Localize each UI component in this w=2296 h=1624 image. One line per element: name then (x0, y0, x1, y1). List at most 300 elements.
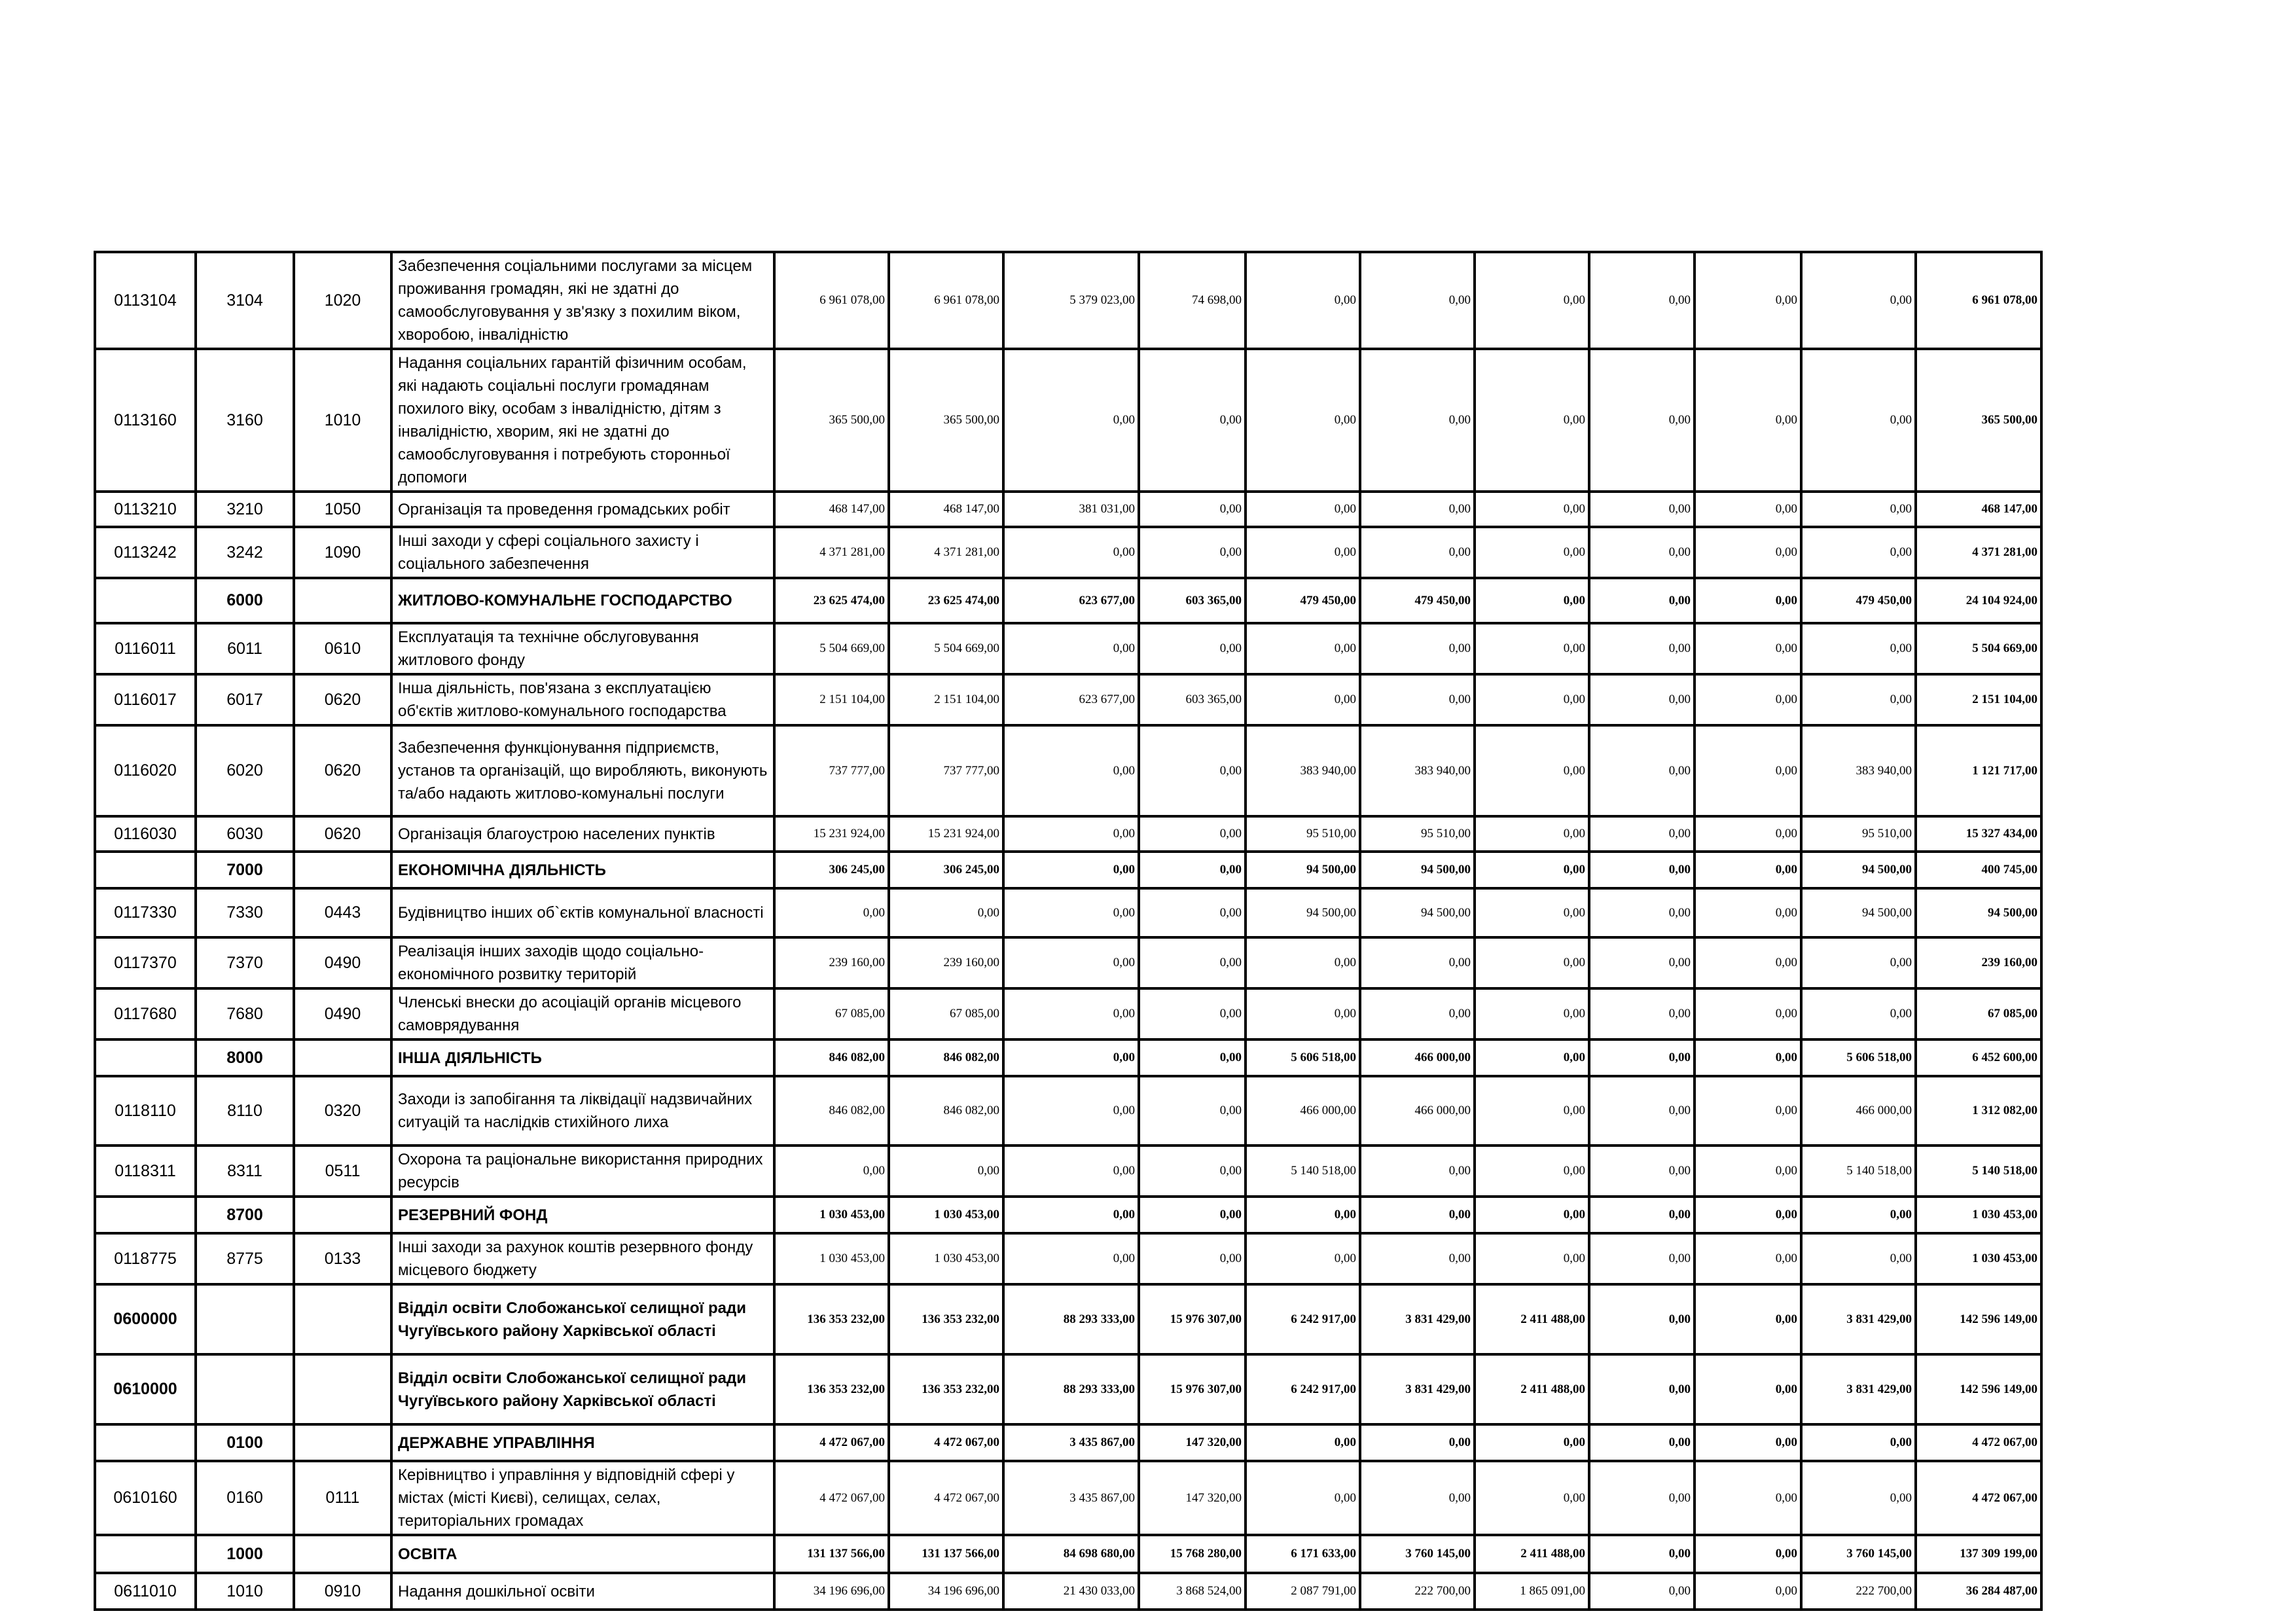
kfkvk-cell: 0620 (294, 674, 391, 725)
kpk-cell: 0117370 (95, 937, 196, 988)
amount-cell: 2 411 488,00 (1475, 1354, 1589, 1424)
table-row (95, 988, 2041, 1039)
program-name-cell: ЕКОНОМІЧНА ДІЯЛЬНІСТЬ (391, 852, 774, 888)
amount-cell: 0,00 (1801, 1197, 1916, 1233)
amount-cell: 5 379 023,00 (1003, 252, 1139, 349)
kpk-cell: 0118311 (95, 1146, 196, 1197)
amount-cell: 603 365,00 (1139, 578, 1246, 623)
amount-cell: 0,00 (1475, 1076, 1589, 1146)
amount-cell: 365 500,00 (889, 349, 1003, 492)
kpk-cell: 0116017 (95, 674, 196, 725)
table-row (95, 1573, 2041, 1610)
amount-cell: 15 231 924,00 (889, 816, 1003, 852)
amount-cell: 0,00 (1589, 937, 1695, 988)
amount-cell: 623 677,00 (1003, 674, 1139, 725)
total-amount-cell: 4 472 067,00 (1916, 1461, 2041, 1535)
amount-cell: 0,00 (1003, 1076, 1139, 1146)
amount-cell: 0,00 (1475, 988, 1589, 1039)
budget-table (94, 251, 2043, 1611)
amount-cell: 6 961 078,00 (889, 252, 1003, 349)
kfkvk-cell: 0620 (294, 816, 391, 852)
amount-cell: 0,00 (1589, 1535, 1695, 1573)
amount-cell: 0,00 (1003, 1146, 1139, 1197)
amount-cell: 0,00 (1589, 623, 1695, 674)
kfkvk-cell (294, 1354, 391, 1424)
amount-cell: 2 411 488,00 (1475, 1535, 1589, 1573)
amount-cell: 4 472 067,00 (774, 1461, 889, 1535)
amount-cell: 0,00 (1360, 527, 1475, 578)
table-row (95, 578, 2041, 623)
total-amount-cell: 36 284 487,00 (1916, 1573, 2041, 1610)
amount-cell: 94 500,00 (1360, 852, 1475, 888)
amount-cell: 0,00 (1003, 816, 1139, 852)
total-amount-cell: 142 596 149,00 (1916, 1354, 2041, 1424)
kfkvk-cell (294, 1039, 391, 1076)
amount-cell: 0,00 (1246, 937, 1360, 988)
amount-cell: 306 245,00 (774, 852, 889, 888)
tpkvk-cell: 1000 (196, 1535, 294, 1573)
program-name-cell: Організація благоустрою населених пунктів (391, 816, 774, 852)
total-amount-cell: 400 745,00 (1916, 852, 2041, 888)
total-amount-cell: 1 030 453,00 (1916, 1197, 2041, 1233)
amount-cell: 0,00 (1360, 1197, 1475, 1233)
amount-cell: 0,00 (1475, 1039, 1589, 1076)
amount-cell: 5 140 518,00 (1246, 1146, 1360, 1197)
total-amount-cell: 365 500,00 (1916, 349, 2041, 492)
table-row (95, 725, 2041, 816)
amount-cell: 466 000,00 (1246, 1076, 1360, 1146)
tpkvk-cell: 8110 (196, 1076, 294, 1146)
amount-cell: 23 625 474,00 (889, 578, 1003, 623)
table-row (95, 852, 2041, 888)
kfkvk-cell (294, 578, 391, 623)
tpkvk-cell: 3210 (196, 492, 294, 527)
amount-cell: 846 082,00 (889, 1039, 1003, 1076)
kfkvk-cell: 1020 (294, 252, 391, 349)
kpk-cell: 0118775 (95, 1233, 196, 1284)
amount-cell: 0,00 (1246, 252, 1360, 349)
amount-cell: 0,00 (1360, 492, 1475, 527)
amount-cell: 0,00 (1695, 1076, 1801, 1146)
program-name-cell: ДЕРЖАВНЕ УПРАВЛІННЯ (391, 1424, 774, 1461)
total-amount-cell: 6 961 078,00 (1916, 252, 2041, 349)
amount-cell: 0,00 (1589, 492, 1695, 527)
table-row (95, 674, 2041, 725)
amount-cell: 0,00 (1589, 1039, 1695, 1076)
amount-cell: 222 700,00 (1360, 1573, 1475, 1610)
kpk-cell (95, 852, 196, 888)
table-row (95, 1424, 2041, 1461)
amount-cell: 0,00 (1695, 1424, 1801, 1461)
amount-cell: 6 242 917,00 (1246, 1284, 1360, 1354)
amount-cell: 0,00 (1589, 1573, 1695, 1610)
amount-cell: 0,00 (1475, 1233, 1589, 1284)
total-amount-cell: 2 151 104,00 (1916, 674, 2041, 725)
total-amount-cell: 5 140 518,00 (1916, 1146, 2041, 1197)
total-amount-cell: 6 452 600,00 (1916, 1039, 2041, 1076)
amount-cell: 0,00 (1475, 492, 1589, 527)
amount-cell: 0,00 (1246, 349, 1360, 492)
amount-cell: 131 137 566,00 (774, 1535, 889, 1573)
amount-cell: 88 293 333,00 (1003, 1354, 1139, 1424)
total-amount-cell: 4 472 067,00 (1916, 1424, 2041, 1461)
kpk-cell (95, 1424, 196, 1461)
amount-cell: 34 196 696,00 (889, 1573, 1003, 1610)
amount-cell: 0,00 (1003, 937, 1139, 988)
tpkvk-cell: 0160 (196, 1461, 294, 1535)
amount-cell: 0,00 (1139, 888, 1246, 937)
total-amount-cell: 1 030 453,00 (1916, 1233, 2041, 1284)
amount-cell: 0,00 (1003, 988, 1139, 1039)
amount-cell: 136 353 232,00 (774, 1284, 889, 1354)
amount-cell: 0,00 (774, 1146, 889, 1197)
amount-cell: 0,00 (1589, 1197, 1695, 1233)
amount-cell: 5 606 518,00 (1246, 1039, 1360, 1076)
amount-cell: 0,00 (1695, 674, 1801, 725)
amount-cell: 0,00 (1589, 1284, 1695, 1354)
amount-cell: 0,00 (1139, 725, 1246, 816)
total-amount-cell: 239 160,00 (1916, 937, 2041, 988)
tpkvk-cell: 7330 (196, 888, 294, 937)
tpkvk-cell: 1010 (196, 1573, 294, 1610)
program-name-cell: Реалізація інших заходів щодо соціально-економічного розвитку територій (391, 937, 774, 988)
table-row (95, 492, 2041, 527)
amount-cell: 2 411 488,00 (1475, 1284, 1589, 1354)
amount-cell: 466 000,00 (1801, 1076, 1916, 1146)
amount-cell: 0,00 (1695, 252, 1801, 349)
amount-cell: 603 365,00 (1139, 674, 1246, 725)
amount-cell: 4 472 067,00 (889, 1424, 1003, 1461)
amount-cell: 0,00 (1695, 816, 1801, 852)
amount-cell: 0,00 (1475, 1146, 1589, 1197)
amount-cell: 0,00 (1139, 527, 1246, 578)
amount-cell: 0,00 (1139, 623, 1246, 674)
table-row (95, 1535, 2041, 1573)
amount-cell: 136 353 232,00 (889, 1354, 1003, 1424)
amount-cell: 0,00 (1475, 623, 1589, 674)
table-row (95, 816, 2041, 852)
kpk-cell: 0113210 (95, 492, 196, 527)
tpkvk-cell: 7000 (196, 852, 294, 888)
amount-cell: 479 450,00 (1360, 578, 1475, 623)
amount-cell: 23 625 474,00 (774, 578, 889, 623)
amount-cell: 239 160,00 (774, 937, 889, 988)
kfkvk-cell (294, 1535, 391, 1573)
amount-cell: 0,00 (1003, 1039, 1139, 1076)
amount-cell: 67 085,00 (774, 988, 889, 1039)
amount-cell: 0,00 (1360, 252, 1475, 349)
kpk-cell (95, 1535, 196, 1573)
amount-cell: 0,00 (1801, 988, 1916, 1039)
amount-cell: 0,00 (1589, 816, 1695, 852)
total-amount-cell: 1 312 082,00 (1916, 1076, 2041, 1146)
amount-cell: 0,00 (1695, 852, 1801, 888)
kpk-cell: 0116030 (95, 816, 196, 852)
tpkvk-cell (196, 1354, 294, 1424)
amount-cell: 1 030 453,00 (889, 1233, 1003, 1284)
kfkvk-cell: 0133 (294, 1233, 391, 1284)
amount-cell: 383 940,00 (1246, 725, 1360, 816)
program-name-cell: ОСВІТА (391, 1535, 774, 1573)
program-name-cell: РЕЗЕРВНИЙ ФОНД (391, 1197, 774, 1233)
amount-cell: 67 085,00 (889, 988, 1003, 1039)
kpk-cell: 0116020 (95, 725, 196, 816)
amount-cell: 1 030 453,00 (774, 1233, 889, 1284)
program-name-cell: Охорона та раціональне використання природних ресурсів (391, 1146, 774, 1197)
program-name-cell: Інші заходи у сфері соціального захисту і соціального забезпечення (391, 527, 774, 578)
amount-cell: 0,00 (1801, 492, 1916, 527)
amount-cell: 95 510,00 (1801, 816, 1916, 852)
kfkvk-cell: 0910 (294, 1573, 391, 1610)
amount-cell: 0,00 (1589, 1233, 1695, 1284)
amount-cell: 0,00 (1695, 1461, 1801, 1535)
amount-cell: 84 698 680,00 (1003, 1535, 1139, 1573)
table-row (95, 1354, 2041, 1424)
amount-cell: 0,00 (1589, 349, 1695, 492)
amount-cell: 15 768 280,00 (1139, 1535, 1246, 1573)
amount-cell: 0,00 (889, 1146, 1003, 1197)
amount-cell: 95 510,00 (1246, 816, 1360, 852)
tpkvk-cell: 7680 (196, 988, 294, 1039)
amount-cell: 1 030 453,00 (774, 1197, 889, 1233)
amount-cell: 3 760 145,00 (1801, 1535, 1916, 1573)
amount-cell: 0,00 (1475, 937, 1589, 988)
program-name-cell: Інші заходи за рахунок коштів резервного фонду місцевого бюджету (391, 1233, 774, 1284)
kpk-cell: 0117330 (95, 888, 196, 937)
amount-cell: 0,00 (1801, 252, 1916, 349)
amount-cell: 0,00 (1139, 1197, 1246, 1233)
program-name-cell: ІНША ДІЯЛЬНІСТЬ (391, 1039, 774, 1076)
table-row (95, 252, 2041, 349)
kfkvk-cell: 0111 (294, 1461, 391, 1535)
amount-cell: 94 500,00 (1246, 852, 1360, 888)
kpk-cell: 0113242 (95, 527, 196, 578)
amount-cell: 0,00 (1003, 852, 1139, 888)
amount-cell: 94 500,00 (1360, 888, 1475, 937)
kpk-cell (95, 1197, 196, 1233)
program-name-cell: Забезпечення функціонування підприємств, установ та організацій, що виробляють, виконують та/або надають житлово-комунальні послуги (391, 725, 774, 816)
amount-cell: 737 777,00 (774, 725, 889, 816)
amount-cell: 0,00 (1695, 888, 1801, 937)
amount-cell: 0,00 (1475, 888, 1589, 937)
table-row (95, 1461, 2041, 1535)
amount-cell: 623 677,00 (1003, 578, 1139, 623)
total-amount-cell: 5 504 669,00 (1916, 623, 2041, 674)
amount-cell: 0,00 (1139, 349, 1246, 492)
total-amount-cell: 24 104 924,00 (1916, 578, 2041, 623)
tpkvk-cell: 6011 (196, 623, 294, 674)
amount-cell: 0,00 (1360, 623, 1475, 674)
amount-cell: 846 082,00 (774, 1039, 889, 1076)
program-name-cell: ЖИТЛОВО-КОМУНАЛЬНЕ ГОСПОДАРСТВО (391, 578, 774, 623)
amount-cell: 0,00 (1139, 1076, 1246, 1146)
amount-cell: 0,00 (1589, 527, 1695, 578)
amount-cell: 0,00 (1246, 674, 1360, 725)
amount-cell: 0,00 (1589, 578, 1695, 623)
amount-cell: 5 504 669,00 (889, 623, 1003, 674)
tpkvk-cell: 3160 (196, 349, 294, 492)
amount-cell: 737 777,00 (889, 725, 1003, 816)
amount-cell: 15 231 924,00 (774, 816, 889, 852)
amount-cell: 0,00 (1801, 349, 1916, 492)
amount-cell: 94 500,00 (1246, 888, 1360, 937)
kfkvk-cell: 1050 (294, 492, 391, 527)
amount-cell: 0,00 (1246, 1461, 1360, 1535)
kfkvk-cell: 0490 (294, 988, 391, 1039)
table-row (95, 888, 2041, 937)
amount-cell: 0,00 (1695, 623, 1801, 674)
amount-cell: 95 510,00 (1360, 816, 1475, 852)
total-amount-cell: 67 085,00 (1916, 988, 2041, 1039)
amount-cell: 0,00 (1589, 1146, 1695, 1197)
amount-cell: 0,00 (1695, 937, 1801, 988)
program-name-cell: Відділ освіти Слобожанської селищної ради Чугуївського району Харківської області (391, 1284, 774, 1354)
tpkvk-cell: 8775 (196, 1233, 294, 1284)
amount-cell: 0,00 (1360, 1424, 1475, 1461)
amount-cell: 381 031,00 (1003, 492, 1139, 527)
amount-cell: 0,00 (1589, 252, 1695, 349)
amount-cell: 21 430 033,00 (1003, 1573, 1139, 1610)
amount-cell: 136 353 232,00 (774, 1354, 889, 1424)
kfkvk-cell (294, 1424, 391, 1461)
kfkvk-cell: 0490 (294, 937, 391, 988)
amount-cell: 468 147,00 (889, 492, 1003, 527)
amount-cell: 466 000,00 (1360, 1076, 1475, 1146)
kpk-cell: 0117680 (95, 988, 196, 1039)
program-name-cell: Керівництво і управління у відповідній сфері у містах (місті Києві), селищах, селах, територіальних громадах (391, 1461, 774, 1535)
amount-cell: 0,00 (1589, 988, 1695, 1039)
amount-cell: 0,00 (1695, 578, 1801, 623)
amount-cell: 131 137 566,00 (889, 1535, 1003, 1573)
table-row (95, 937, 2041, 988)
table-row (95, 1076, 2041, 1146)
amount-cell: 0,00 (1246, 1233, 1360, 1284)
tpkvk-cell: 8000 (196, 1039, 294, 1076)
amount-cell: 6 242 917,00 (1246, 1354, 1360, 1424)
program-name-cell: Надання соціальних гарантій фізичним особам, які надають соціальні послуги громадянам похилого віку, особам з інвалідністю, дітям з інвалідністю, хворим, які не здатні до самообслуговування і потребують сторонньої допомоги (391, 349, 774, 492)
kpk-cell (95, 578, 196, 623)
amount-cell: 0,00 (1475, 252, 1589, 349)
amount-cell: 0,00 (1003, 623, 1139, 674)
amount-cell: 5 504 669,00 (774, 623, 889, 674)
kfkvk-cell: 0511 (294, 1146, 391, 1197)
kfkvk-cell (294, 1284, 391, 1354)
amount-cell: 0,00 (1475, 852, 1589, 888)
amount-cell: 0,00 (1695, 349, 1801, 492)
total-amount-cell: 468 147,00 (1916, 492, 2041, 527)
amount-cell: 0,00 (1695, 1197, 1801, 1233)
amount-cell: 0,00 (1003, 1233, 1139, 1284)
amount-cell: 0,00 (1360, 1146, 1475, 1197)
tpkvk-cell: 3242 (196, 527, 294, 578)
amount-cell: 0,00 (1360, 1461, 1475, 1535)
amount-cell: 0,00 (1695, 1284, 1801, 1354)
kpk-cell: 0113104 (95, 252, 196, 349)
amount-cell: 383 940,00 (1360, 725, 1475, 816)
amount-cell: 3 760 145,00 (1360, 1535, 1475, 1573)
amount-cell: 2 151 104,00 (774, 674, 889, 725)
amount-cell: 5 606 518,00 (1801, 1039, 1916, 1076)
program-name-cell: Інша діяльність, пов'язана з експлуатацією об'єктів житлово-комунального господарства (391, 674, 774, 725)
amount-cell: 0,00 (1246, 527, 1360, 578)
kpk-cell: 0118110 (95, 1076, 196, 1146)
kpk-cell: 0610160 (95, 1461, 196, 1535)
table-row (95, 349, 2041, 492)
amount-cell: 3 831 429,00 (1801, 1354, 1916, 1424)
amount-cell: 147 320,00 (1139, 1424, 1246, 1461)
amount-cell: 0,00 (1801, 1233, 1916, 1284)
amount-cell: 0,00 (1589, 1354, 1695, 1424)
amount-cell: 94 500,00 (1801, 852, 1916, 888)
amount-cell: 0,00 (1003, 349, 1139, 492)
amount-cell: 0,00 (1003, 725, 1139, 816)
amount-cell: 0,00 (1475, 527, 1589, 578)
amount-cell: 0,00 (1589, 674, 1695, 725)
total-amount-cell: 15 327 434,00 (1916, 816, 2041, 852)
amount-cell: 3 435 867,00 (1003, 1461, 1139, 1535)
amount-cell: 0,00 (1475, 1424, 1589, 1461)
tpkvk-cell: 7370 (196, 937, 294, 988)
program-name-cell: Заходи із запобігання та ліквідації надзвичайних ситуацій та наслідків стихійного лиха (391, 1076, 774, 1146)
amount-cell: 0,00 (1475, 725, 1589, 816)
amount-cell: 0,00 (1139, 492, 1246, 527)
amount-cell: 222 700,00 (1801, 1573, 1916, 1610)
amount-cell: 3 831 429,00 (1360, 1354, 1475, 1424)
amount-cell: 0,00 (1246, 492, 1360, 527)
amount-cell: 0,00 (1695, 725, 1801, 816)
table-row (95, 527, 2041, 578)
tpkvk-cell: 6020 (196, 725, 294, 816)
amount-cell: 0,00 (1695, 1354, 1801, 1424)
amount-cell: 0,00 (1246, 623, 1360, 674)
amount-cell: 3 831 429,00 (1360, 1284, 1475, 1354)
amount-cell: 1 030 453,00 (889, 1197, 1003, 1233)
amount-cell: 239 160,00 (889, 937, 1003, 988)
amount-cell: 0,00 (1475, 578, 1589, 623)
table-row (95, 1146, 2041, 1197)
amount-cell: 0,00 (1695, 492, 1801, 527)
amount-cell: 6 961 078,00 (774, 252, 889, 349)
amount-cell: 0,00 (1801, 623, 1916, 674)
kfkvk-cell: 1010 (294, 349, 391, 492)
amount-cell: 2 087 791,00 (1246, 1573, 1360, 1610)
amount-cell: 466 000,00 (1360, 1039, 1475, 1076)
amount-cell: 0,00 (1360, 349, 1475, 492)
amount-cell: 0,00 (1246, 988, 1360, 1039)
amount-cell: 34 196 696,00 (774, 1573, 889, 1610)
kfkvk-cell (294, 852, 391, 888)
amount-cell: 846 082,00 (889, 1076, 1003, 1146)
amount-cell: 0,00 (1003, 888, 1139, 937)
amount-cell: 1 865 091,00 (1475, 1573, 1589, 1610)
kfkvk-cell: 1090 (294, 527, 391, 578)
kfkvk-cell: 0610 (294, 623, 391, 674)
amount-cell: 88 293 333,00 (1003, 1284, 1139, 1354)
program-name-cell: Будівництво інших об`єктів комунальної власності (391, 888, 774, 937)
program-name-cell: Організація та проведення громадських робіт (391, 492, 774, 527)
amount-cell: 0,00 (1475, 816, 1589, 852)
amount-cell: 0,00 (1801, 527, 1916, 578)
tpkvk-cell: 0100 (196, 1424, 294, 1461)
tpkvk-cell (196, 1284, 294, 1354)
amount-cell: 5 140 518,00 (1801, 1146, 1916, 1197)
amount-cell: 0,00 (1246, 1424, 1360, 1461)
amount-cell: 0,00 (1589, 1461, 1695, 1535)
amount-cell: 0,00 (1475, 349, 1589, 492)
amount-cell: 0,00 (1139, 988, 1246, 1039)
amount-cell: 15 976 307,00 (1139, 1284, 1246, 1354)
amount-cell: 0,00 (1801, 937, 1916, 988)
